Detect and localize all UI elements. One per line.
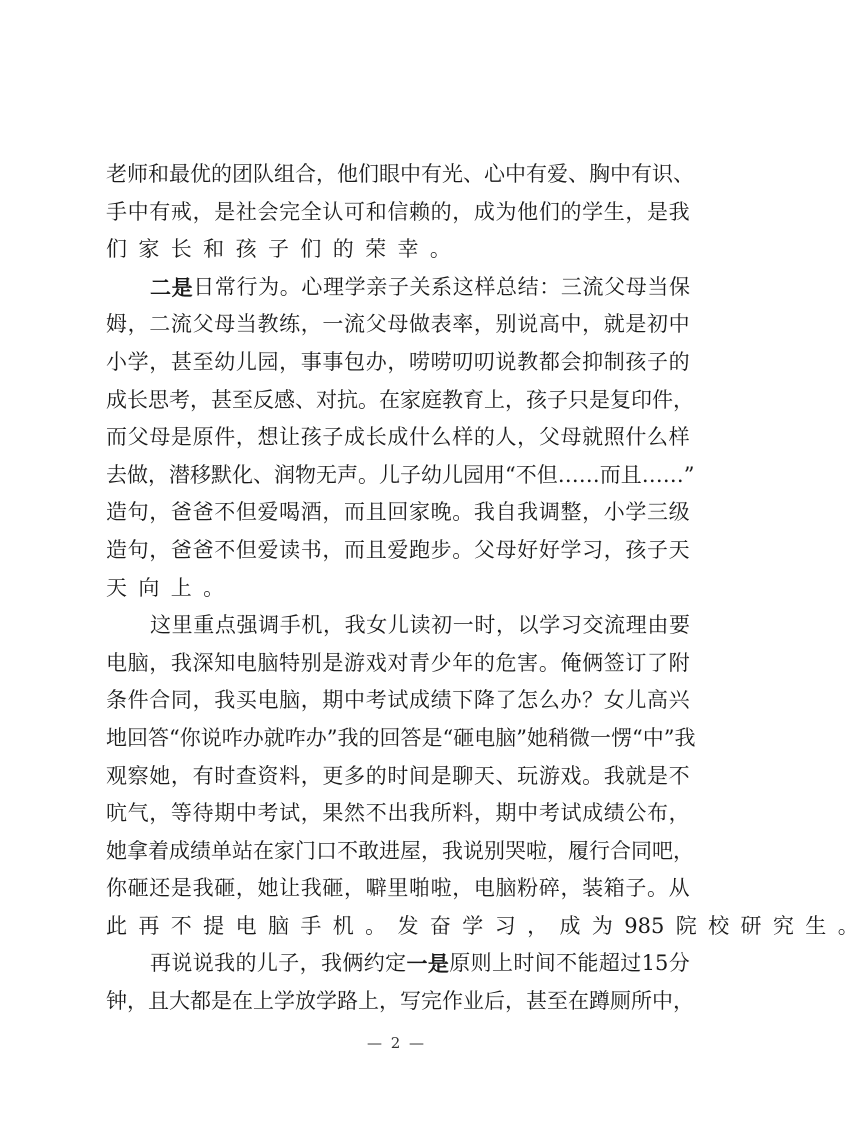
text-line: 去 做 ， 潜 移 默 化 、 润 物 无 声 。 儿 子 幼 儿 园 用 “ 不 但 …… 而 且 …… ” [106, 462, 695, 487]
text-line: 而 父 母 是 原 件 ， 想 让 孩 子 成 长 成 什 么 样 的 人 ， 父 母 就 照 什 么 样 [106, 425, 690, 450]
text-line: 这 里 重 点 强 调 手 机 ， 我 女 儿 读 初 一 时 ， 以 学 习 交 流 理 由 要 [150, 613, 690, 638]
text-line: 造 句 ， 爸 爸 不 但 爱 喝 酒 ， 而 且 回 家 晚 。 我 自 我 调 整 ， 小 学 三 级 [106, 500, 690, 525]
paragraph [106, 269, 695, 607]
paragraph [106, 607, 859, 945]
text-line: 再 说 说 我 的 儿 子 ， 我 俩 约 定 一 是 原 则 上 时 间 不 能 超 过 15 分 [150, 951, 690, 977]
text-line: 条 件 合 同 ， 我 买 电 脑 ， 期 中 考 试 成 绩 下 降 了 怎 么 办 ？ 女 儿 高 兴 [106, 688, 690, 713]
text-line: 钟 ， 且 大 都 是 在 上 学 放 学 路 上 ， 写 完 作 业 后 ， 甚 至 在 蹲 厕 所 中 ， [106, 989, 694, 1014]
text-line: 天 向 上 。 [106, 575, 225, 600]
text-line: 造 句 ， 爸 爸 不 但 爱 读 书 ， 而 且 爱 跑 步 。 父 母 好 好 学 习 ， 孩 子 天 [106, 537, 690, 562]
text-line: 吭 气 ， 等 待 期 中 考 试 ， 果 然 不 出 我 所 料 ， 期 中 考 试 成 绩 公 布 ， [106, 801, 690, 826]
document-body [106, 156, 859, 1021]
page-number: — 2 — [366, 1034, 427, 1052]
text-line: 手 中 有 戒 ， 是 社 会 完 全 认 可 和 信 赖 的 ， 成 为 他 们 的 学 生 ， 是 我 [106, 199, 690, 224]
text-line: 成 长 思 考 ， 甚 至 反 感 、 对 抗 。 在 家 庭 教 育 上 ， 孩 子 只 是 复 印 件 ， [106, 387, 694, 412]
paragraph [106, 156, 694, 269]
text-line: 姆 ， 二 流 父 母 当 教 练 ， 一 流 父 母 做 表 率 ， 别 说 高 中 ， 就 是 初 中 [106, 312, 690, 337]
text-line: 们 家 长 和 孩 子 们 的 荣 幸 。 [106, 237, 451, 262]
text-line: 电 脑 ， 我 深 知 电 脑 特 别 是 游 戏 对 青 少 年 的 危 害 。 俺 俩 签 订 了 附 [106, 650, 690, 675]
text-line: 地 回 答 “ 你 说 咋 办 就 咋 办 ” 我 的 回 答 是 “ 砸 电 脑 ” 她 稍 微 一 愣 “ 中 ” 我 [106, 725, 696, 750]
text-line: 你 砸 还 是 我 砸 ， 她 让 我 砸 ， 噼 里 啪 啦 ， 电 脑 粉 碎 ， 装 箱 子 。 从 [106, 876, 690, 901]
text-line: 老 师 和 最 优 的 团 队 组 合 ， 他 们 眼 中 有 光 、 心 中 有 爱 、 胸 中 有 识 、 [106, 162, 694, 186]
text-line: 小 学 ， 甚 至 幼 儿 园 ， 事 事 包 办 ， 唠 唠 叨 叨 说 教 都 会 抑 制 孩 子 的 [106, 349, 690, 374]
text-line: 她 拿 着 成 绩 单 站 在 家 门 口 不 敢 进 屋 ， 我 说 别 哭 啦 ， 履 行 合 同 吧 ， [106, 838, 694, 863]
paragraph [106, 945, 694, 1020]
text-line: 此 再 不 提 电 脑 手 机 。 发 奋 学 习 ， 成 为 985 院 校 研 究 生 。 [106, 913, 859, 938]
text-line: 二 是 日 常 行 为 。 心 理 学 亲 子 关 系 这 样 总 结 ： 三 流 父 母 当 保 [150, 274, 690, 300]
text-line: 观 察 她 ， 有 时 查 资 料 ， 更 多 的 时 间 是 聊 天 、 玩 游 戏 。 我 就 是 不 [106, 763, 690, 788]
